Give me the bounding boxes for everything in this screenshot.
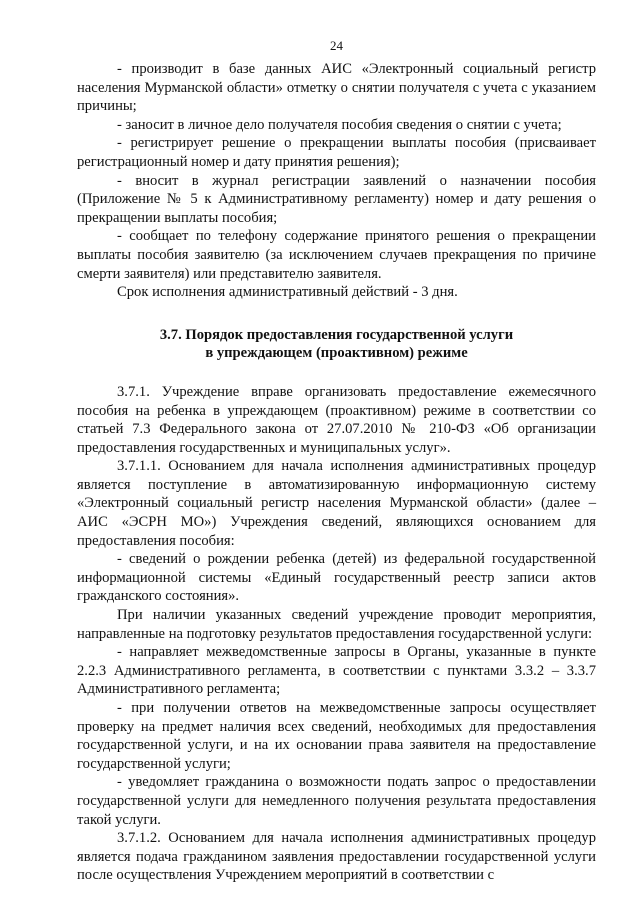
paragraph: Срок исполнения административный действий - 3 дня. (117, 284, 458, 301)
paragraph: - регистрирует решение о прекращении выплаты пособия (присваивает регистрационный номер и дату принятия решения); (77, 135, 596, 170)
paragraph: - сведений о рождении ребенка (детей) из федеральной государственной информационной системы «Единый государственный реестр записи актов гражданского состояния». (77, 551, 596, 605)
bottom-paragraphs (77, 383, 596, 885)
paragraph: - вносит в журнал регистрации заявлений о назначении пособия (Приложение № 5 к Административному регламенту) номер и дату решения о прекращении выплаты пособия; (77, 172, 596, 226)
paragraph: - производит в базе данных АИС «Электронный социальный регистр населения Мурманской области» отметку о снятии получателя с учета с указанием причины; (77, 61, 596, 115)
paragraph: - при получении ответов на межведомственные запросы осуществляет проверку на предмет наличия всех сведений, необходимых для предоставления государственной услуги, и на их основании права заявителя на предоставление государственной услуги; (77, 700, 596, 772)
page-number: 24 (330, 38, 343, 53)
paragraph: При наличии указанных сведений учреждение проводит мероприятия, направленные на подготовку результатов предоставления государственной услуги: (77, 607, 596, 642)
paragraph: 3.7.1. Учреждение вправе организовать предоставление ежемесячного пособия на ребенка в упреждающем (проактивном) режиме в соответствии со статьей 7.3 Федерального закона от 27.07.2010 № 210-ФЗ «Об организации предоставления государственных и муниципальных услуг». (77, 383, 596, 456)
top-paragraphs (77, 60, 596, 302)
paragraph: - уведомляет гражданина о возможности подать запрос о предоставлении государственной услуги для немедленного получения результата предоставления такой услуги. (77, 774, 596, 828)
paragraph: - заносит в личное дело получателя пособия сведения о снятии с учета; (117, 116, 562, 133)
section-heading (77, 326, 596, 363)
paragraph: 3.7.1.1. Основанием для начала исполнения административных процедур является поступление в автоматизированную информационную систему «Электронный социальный регистр населения Мурманской области» (далее – АИС «ЭСРН МО») Учреждения сведений, являющихся основанием для предоставления пособия: (77, 458, 596, 549)
section-title-line: в упреждающем (проактивном) режиме (205, 345, 468, 362)
paragraph: - направляет межведомственные запросы в Органы, указанные в пункте 2.2.3 Административного регламента, в соответствии с пунктами 3.3.2 – 3.3.7 Административного регламента; (77, 644, 596, 698)
paragraph: - сообщает по телефону содержание принятого решения о прекращении выплаты пособия заявителю (за исключением случаев прекращения по причине смерти заявителя) или представителю заявителя. (77, 228, 596, 282)
paragraph: 3.7.1.2. Основанием для начала исполнения административных процедур является подача гражданином заявления предоставлении государственной услуги после осуществления Учреждением мероприятий в соответствии с (77, 830, 596, 884)
section-title-line: 3.7. Порядок предоставления государственной услуги (159, 326, 514, 343)
